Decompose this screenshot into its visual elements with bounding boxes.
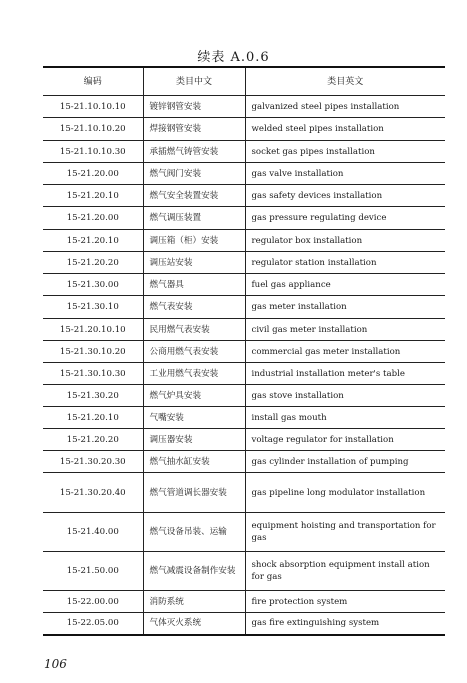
cell-chinese: 承插燃气铸管安装 (143, 141, 245, 163)
table-row (43, 319, 445, 341)
cell-chinese: 气嘴安装 (143, 407, 245, 429)
cell-chinese: 民用燃气表安装 (143, 319, 245, 341)
cell-code: 15-21.50.00 (43, 552, 143, 591)
cell-code: 15-21.20.10.10 (43, 319, 143, 341)
table-row (43, 591, 445, 613)
cell-english: gas fire extinguishing system (245, 613, 445, 635)
cell-english: gas cylinder installation of pumping (245, 451, 445, 473)
cell-english: shock absorption equipment install ation for gas (245, 552, 445, 591)
cell-english: install gas mouth (245, 407, 445, 429)
table-row (43, 552, 445, 591)
table-row (43, 296, 445, 319)
cell-english: socket gas pipes installation (245, 141, 445, 163)
table-row (43, 96, 445, 118)
cell-code: 15-21.20.10 (43, 407, 143, 429)
table-row (43, 274, 445, 296)
cell-english: galvanized steel pipes installation (245, 96, 445, 118)
table-row (43, 207, 445, 230)
cell-code: 15-21.20.20 (43, 252, 143, 274)
table-header-row (43, 67, 445, 96)
cell-chinese: 气体灭火系统 (143, 613, 245, 635)
cell-code: 15-21.30.00 (43, 274, 143, 296)
cell-chinese: 燃气阀门安装 (143, 163, 245, 185)
table-row (43, 163, 445, 185)
cell-chinese: 燃气炉具安装 (143, 385, 245, 407)
table-row (43, 613, 445, 635)
cell-english: gas safety devices installation (245, 185, 445, 207)
cell-code: 15-21.30.10.20 (43, 341, 143, 363)
cell-code: 15-22.05.00 (43, 613, 143, 635)
table-row (43, 185, 445, 207)
cell-english: commercial gas meter installation (245, 341, 445, 363)
cell-code: 15-21.20.10 (43, 185, 143, 207)
cell-code: 15-21.20.20 (43, 429, 143, 451)
cell-english: equipment hoisting and transportation for gas (245, 513, 445, 552)
cell-chinese: 镀锌钢管安装 (143, 96, 245, 118)
cell-english: gas stove installation (245, 385, 445, 407)
cell-english: welded steel pipes installation (245, 118, 445, 141)
cell-chinese: 燃气设备吊装、运输 (143, 513, 245, 552)
cell-chinese: 燃气抽水缸安装 (143, 451, 245, 473)
table-row (43, 451, 445, 473)
cell-code: 15-21.10.10.30 (43, 141, 143, 163)
column-header-english: 类目英文 (245, 67, 445, 96)
cell-english: industrial installation meter's table (245, 363, 445, 385)
cell-english: gas pressure regulating device (245, 207, 445, 230)
column-header-chinese: 类目中文 (143, 67, 245, 96)
column-header-code: 编码 (43, 67, 143, 96)
table-row (43, 429, 445, 451)
table-row (43, 473, 445, 513)
cell-english: fuel gas appliance (245, 274, 445, 296)
table-row (43, 513, 445, 552)
cell-code: 15-21.20.00 (43, 163, 143, 185)
cell-english: gas pipeline long modulator installation (245, 473, 445, 513)
cell-chinese: 燃气减震设备制作安装 (143, 552, 245, 591)
cell-chinese: 燃气器具 (143, 274, 245, 296)
cell-code: 15-21.30.20.40 (43, 473, 143, 513)
cell-english: regulator station installation (245, 252, 445, 274)
cell-code: 15-21.30.10 (43, 296, 143, 319)
cell-code: 15-21.30.20 (43, 385, 143, 407)
cell-code: 15-21.40.00 (43, 513, 143, 552)
cell-code: 15-21.20.00 (43, 207, 143, 230)
cell-chinese: 燃气管道调长器安装 (143, 473, 245, 513)
cell-chinese: 调压箱（柜）安装 (143, 230, 245, 252)
cell-chinese: 消防系统 (143, 591, 245, 613)
cell-code: 15-21.20.10 (43, 230, 143, 252)
table-row (43, 341, 445, 363)
cell-english: gas meter installation (245, 296, 445, 319)
cell-english: fire protection system (245, 591, 445, 613)
cell-chinese: 燃气表安装 (143, 296, 245, 319)
table-row (43, 252, 445, 274)
cell-code: 15-21.30.10.30 (43, 363, 143, 385)
table-row (43, 230, 445, 252)
table-row (43, 141, 445, 163)
page-number: 106 (44, 657, 67, 671)
cell-chinese: 公商用燃气表安装 (143, 341, 245, 363)
table-row (43, 118, 445, 141)
cell-chinese: 燃气安全装置安装 (143, 185, 245, 207)
cell-english: gas valve installation (245, 163, 445, 185)
cell-english: regulator box installation (245, 230, 445, 252)
cell-chinese: 调压器安装 (143, 429, 245, 451)
cell-chinese: 燃气调压装置 (143, 207, 245, 230)
cell-code: 15-21.10.10.10 (43, 96, 143, 118)
page-title: 续表 A.0.6 (197, 50, 270, 65)
table-row (43, 407, 445, 429)
table-row (43, 385, 445, 407)
cell-english: civil gas meter installation (245, 319, 445, 341)
cell-chinese: 调压站安装 (143, 252, 245, 274)
cell-english: voltage regulator for installation (245, 429, 445, 451)
cell-code: 15-22.00.00 (43, 591, 143, 613)
cell-chinese: 焊接钢管安装 (143, 118, 245, 141)
table-row (43, 363, 445, 385)
cell-chinese: 工业用燃气表安装 (143, 363, 245, 385)
cell-code: 15-21.30.20.30 (43, 451, 143, 473)
cell-code: 15-21.10.10.20 (43, 118, 143, 141)
category-table (43, 66, 445, 636)
